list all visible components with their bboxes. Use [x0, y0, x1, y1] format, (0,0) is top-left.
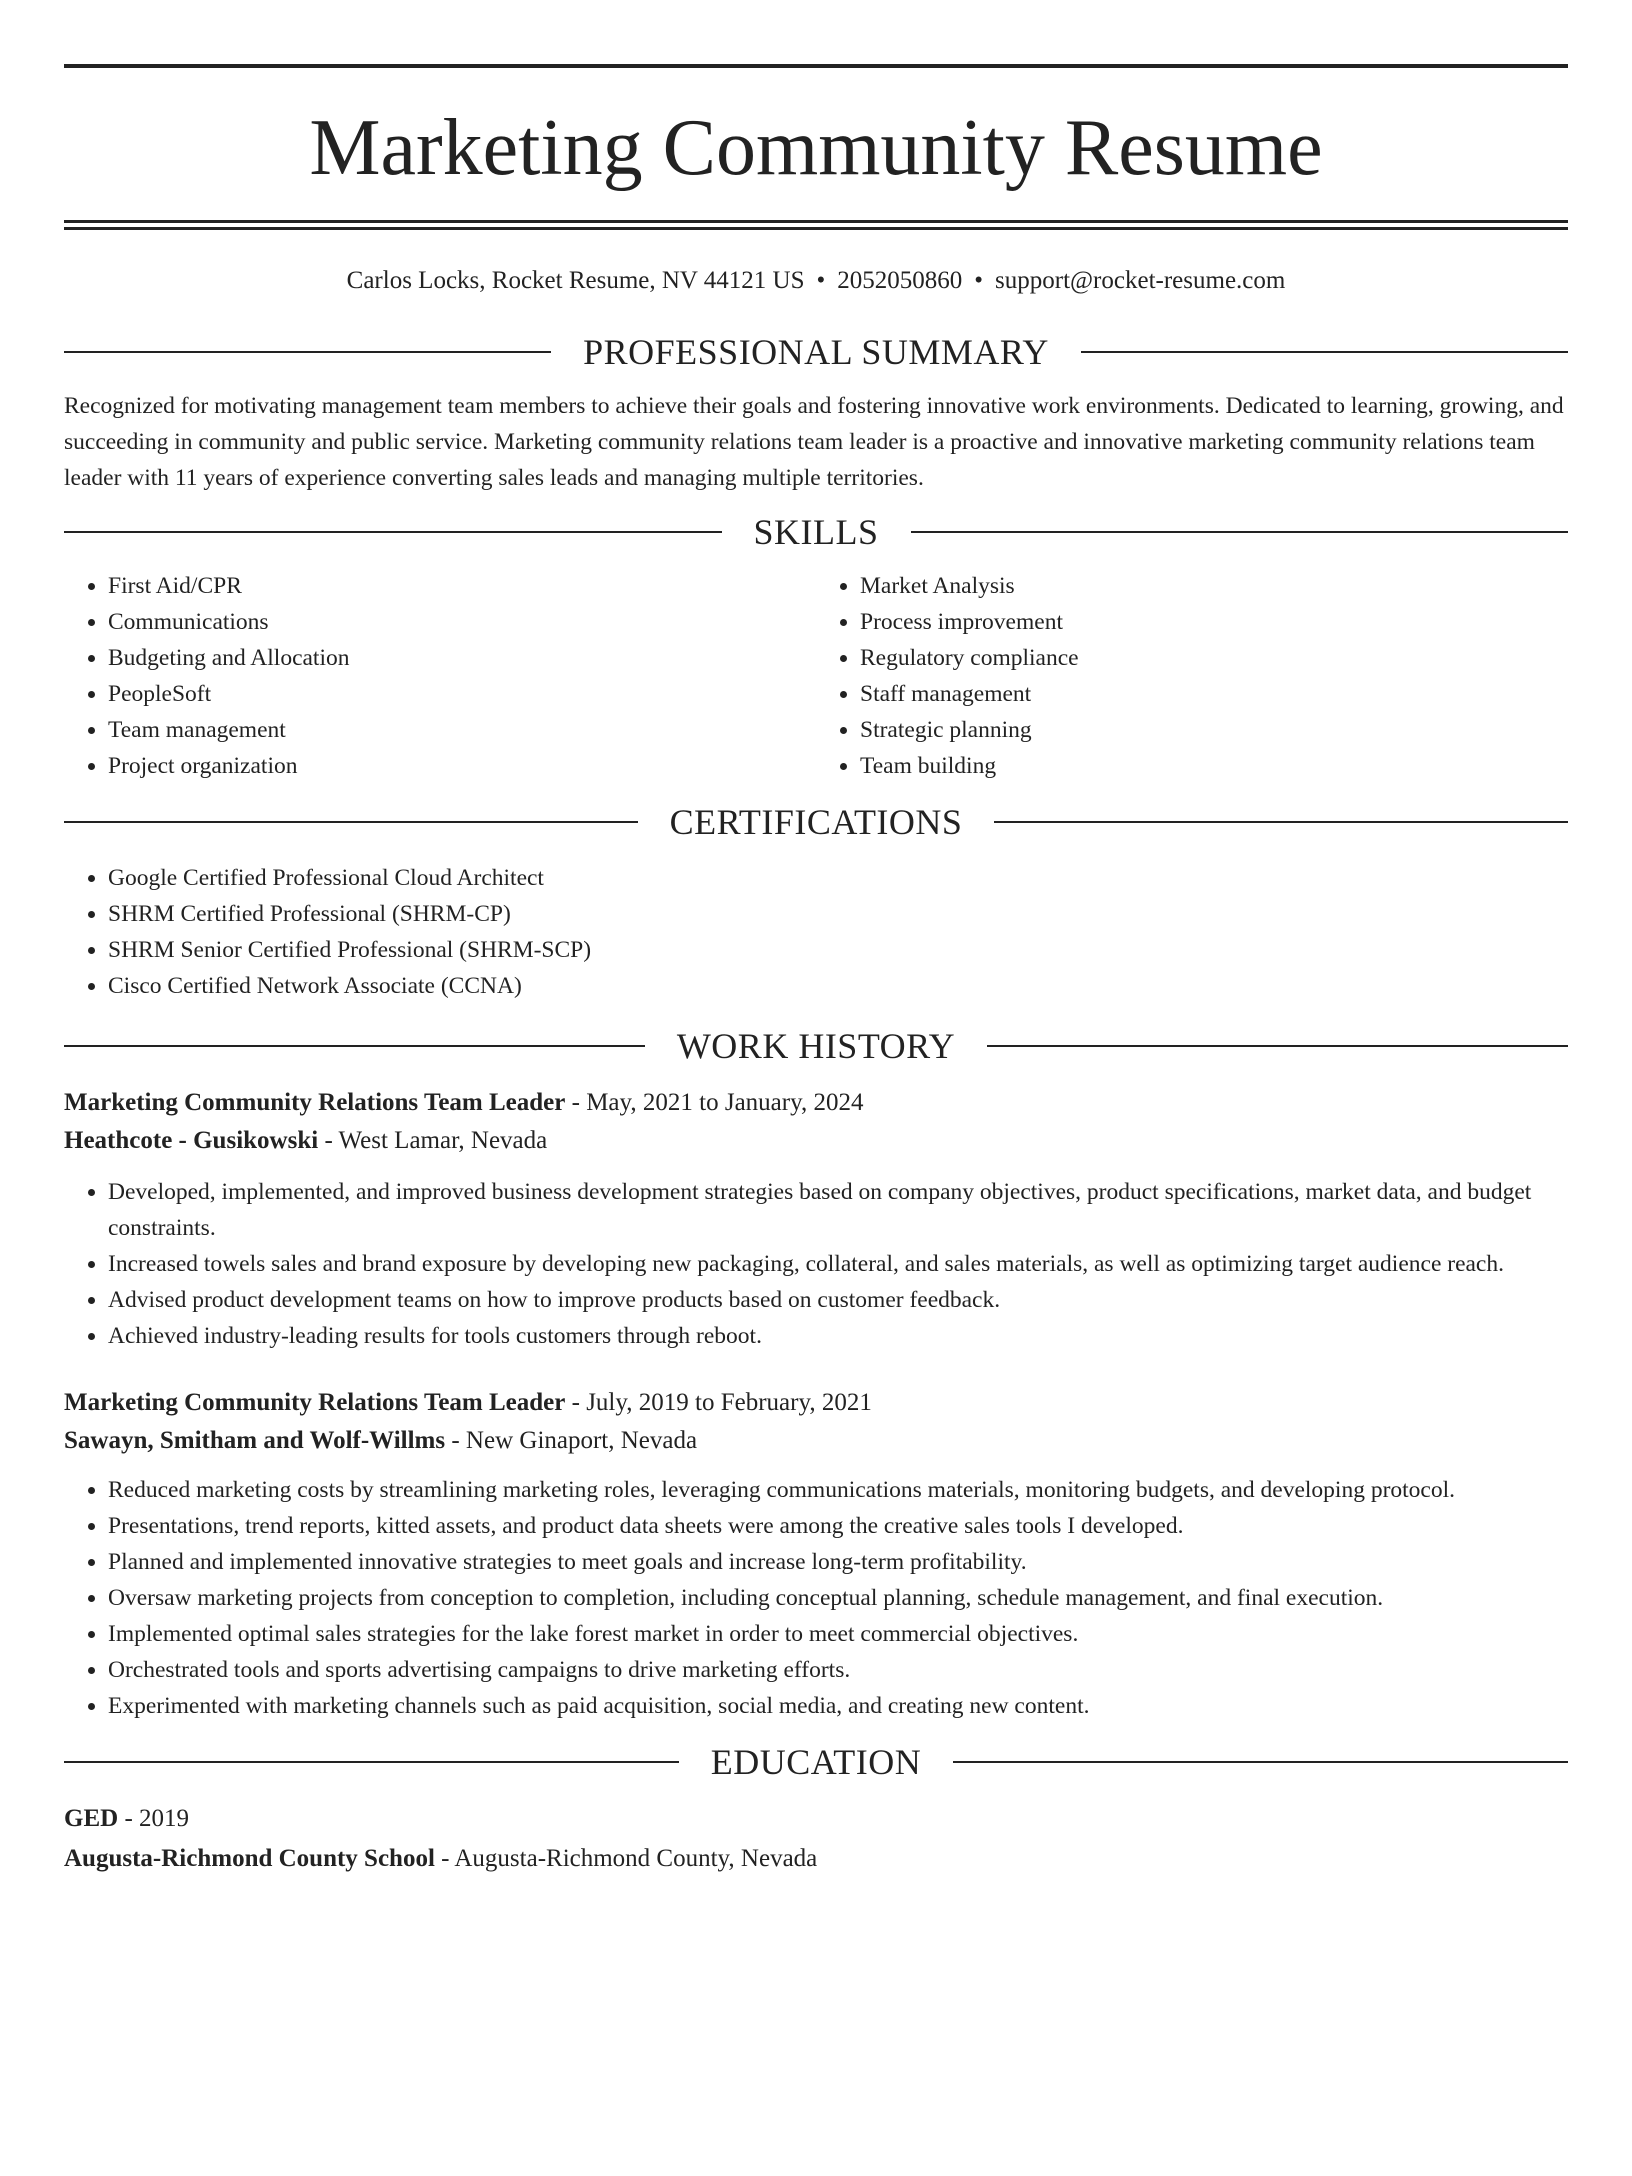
certification-item: • SHRM Senior Certified Professional (SHRM-SCP)	[108, 932, 1568, 968]
skills-list	[64, 568, 1568, 784]
heading-rule-right	[911, 531, 1569, 533]
job-title-line	[64, 1084, 1568, 1122]
job-entry	[64, 1384, 1568, 1724]
heading-rule-right	[994, 821, 1568, 823]
skill-item: • First Aid/CPR	[108, 568, 816, 604]
skill-item: • Communications	[108, 604, 816, 640]
skills-section-heading	[64, 510, 1568, 554]
heading-rule-left	[64, 1761, 679, 1763]
job-title: Marketing Community Relations Team Leader	[64, 1389, 566, 1416]
job-bullets	[64, 1472, 1568, 1724]
summary-heading-label: PROFESSIONAL SUMMARY	[583, 332, 1049, 372]
certifications-section-heading	[64, 800, 1568, 844]
job-bullet: • Orchestrated tools and sports advertising campaigns to drive marketing efforts.	[108, 1652, 1568, 1688]
contact-email: support@rocket-resume.com	[995, 267, 1286, 294]
skill-item: • Budgeting and Allocation	[108, 640, 816, 676]
job-bullet: • Planned and implemented innovative strategies to meet goals and increase long-term profitability.	[108, 1544, 1568, 1580]
heading-rule-left	[64, 531, 722, 533]
job-title: Marketing Community Relations Team Leader	[64, 1089, 566, 1116]
certification-item: • Cisco Certified Network Associate (CCNA)	[108, 968, 1568, 1004]
skills-heading-label: SKILLS	[753, 512, 879, 552]
job-location: - New Ginaport, Nevada	[445, 1427, 698, 1454]
skill-item: • Team building	[860, 748, 1568, 784]
heading-rule-right	[953, 1761, 1568, 1763]
job-bullet: • Presentations, trend reports, kitted assets, and product data sheets were among the creative sales tools I developed.	[108, 1508, 1568, 1544]
heading-rule-left	[64, 351, 551, 353]
job-dates: - July, 2019 to February, 2021	[565, 1389, 872, 1416]
contact-phone: 2052050860	[837, 267, 963, 294]
education-location: - Augusta-Richmond County, Nevada	[434, 1845, 818, 1872]
contact-separator: •	[974, 267, 984, 294]
job-company: Heathcote - Gusikowski	[64, 1127, 319, 1154]
skills-column-right	[816, 568, 1568, 784]
contact-address: Carlos Locks, Rocket Resume, NV 44121 US	[346, 267, 805, 294]
job-location: - West Lamar, Nevada	[318, 1127, 548, 1154]
job-bullet: • Experimented with marketing channels such as paid acquisition, social media, and creating new content.	[108, 1688, 1568, 1724]
certification-item: • Google Certified Professional Cloud Architect	[108, 860, 1568, 896]
education-entry	[64, 1800, 1568, 1878]
education-degree-line	[64, 1800, 1568, 1838]
resume-page	[0, 64, 1632, 2176]
skill-item: • Staff management	[860, 676, 1568, 712]
job-company: Sawayn, Smitham and Wolf-Willms	[64, 1427, 446, 1454]
job-bullet: • Increased towels sales and brand exposure by developing new packaging, collateral, and sales materials, as well as optimizing target audience reach.	[108, 1246, 1568, 1282]
job-company-line	[64, 1422, 1568, 1460]
skill-item: • Project organization	[108, 748, 816, 784]
heading-rule-left	[64, 1045, 645, 1047]
job-entry	[64, 1084, 1568, 1354]
job-dates: - May, 2021 to January, 2024	[565, 1089, 864, 1116]
skills-column-left	[64, 568, 816, 784]
contact-separator: •	[816, 267, 826, 294]
job-title-line	[64, 1384, 1568, 1422]
education-section-heading	[64, 1740, 1568, 1784]
skill-item: • Market Analysis	[860, 568, 1568, 604]
job-bullet: • Reduced marketing costs by streamlining marketing roles, leveraging communications materials, monitoring budgets, and developing protocol.	[108, 1472, 1568, 1508]
skill-item: • PeopleSoft	[108, 676, 816, 712]
education-heading-label: EDUCATION	[710, 1742, 922, 1782]
job-bullet: • Developed, implemented, and improved business development strategies based on company objectives, product specifications, market data, and budget constraints.	[108, 1174, 1568, 1246]
education-degree: GED	[64, 1805, 119, 1832]
job-bullets	[64, 1174, 1568, 1354]
skill-item: • Regulatory compliance	[860, 640, 1568, 676]
job-bullet: • Advised product development teams on how to improve products based on customer feedback.	[108, 1282, 1568, 1318]
education-year: - 2019	[118, 1805, 190, 1832]
summary-text: Recognized for motivating management team members to achieve their goals and fostering innovative work environments. Dedicated to learning, growing, and succeeding in community and public service. Marketing community relations team leader is a proactive and innovative marketing community relations team leader with 11 years of experience converting sales leads and managing multiple territories.	[64, 393, 1564, 491]
heading-rule-left	[64, 821, 638, 823]
certifications-list	[64, 860, 1568, 1004]
certification-item: • SHRM Certified Professional (SHRM-CP)	[108, 896, 1568, 932]
contact-line	[64, 264, 1568, 298]
heading-rule-right	[1081, 351, 1568, 353]
education-school: Augusta-Richmond County School	[64, 1845, 435, 1872]
education-school-line	[64, 1840, 1568, 1878]
skill-item: • Process improvement	[860, 604, 1568, 640]
title-double-rule	[64, 220, 1568, 230]
work-heading-label: WORK HISTORY	[676, 1026, 956, 1066]
job-company-line	[64, 1122, 1568, 1160]
job-bullet: • Achieved industry-leading results for tools customers through reboot.	[108, 1318, 1568, 1354]
skill-item: • Strategic planning	[860, 712, 1568, 748]
job-bullet: • Implemented optimal sales strategies for the lake forest market in order to meet commercial objectives.	[108, 1616, 1568, 1652]
summary-section-heading	[64, 330, 1568, 374]
certifications-heading-label: CERTIFICATIONS	[669, 802, 963, 842]
resume-title: Marketing Community Resume	[309, 104, 1323, 192]
job-bullet: • Oversaw marketing projects from conception to completion, including conceptual planning, schedule management, and final execution.	[108, 1580, 1568, 1616]
heading-rule-right	[987, 1045, 1568, 1047]
work-section-heading	[64, 1024, 1568, 1068]
skill-item: • Team management	[108, 712, 816, 748]
